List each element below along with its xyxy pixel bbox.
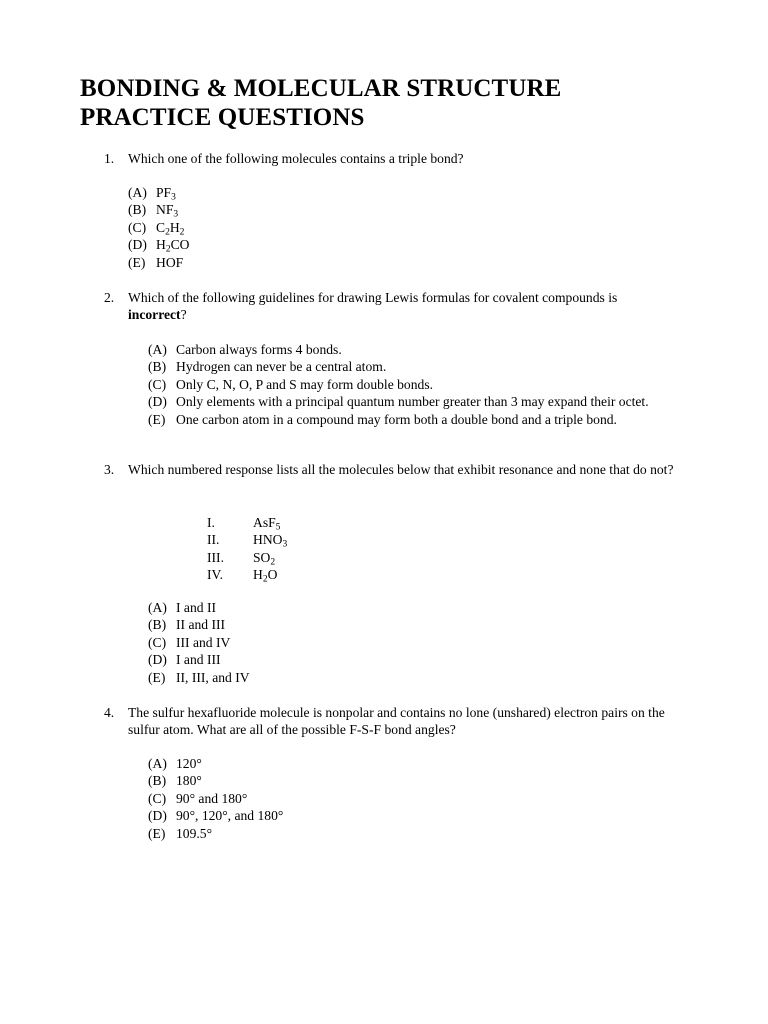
option-a: (A) 120° [148, 756, 202, 771]
question-stem: The sulfur hexafluoride molecule is nonpolar and contains no lone (unshared) electron pairs on the sulfur atom. What are all of the possible F-S-F bond angles? [128, 705, 665, 738]
option-b: (B) 180° [148, 773, 202, 789]
question-stem: Which of the following guidelines for drawing Lewis formulas for covalent compounds is incorrect? [128, 290, 618, 323]
option-text: $C_2H_2$ [156, 219, 185, 238]
option-text: $NF_3$ [156, 202, 179, 220]
list-item: IV. $H_2O$ [207, 567, 278, 585]
option-d: (D) 90°, 120°, and 180° [148, 808, 284, 824]
question-number: 2. [104, 290, 115, 305]
option-letter: (B) [128, 202, 147, 218]
emphasis-text: incorrect [128, 307, 181, 323]
option-d: (D) I and III [148, 652, 221, 668]
molecule-list [207, 514, 287, 584]
option-e [128, 254, 189, 271]
list-item: II. $HNO_3$ [207, 532, 288, 550]
option-c: (C) Only C, N, O, P and S may form double bonds. [148, 376, 434, 392]
question-2-options [148, 341, 688, 428]
page-title [80, 74, 561, 132]
title-line-2: PRACTICE QUESTIONS [80, 104, 365, 131]
option-e: (E) One carbon atom in a compound may form both a double bond and a triple bond. [148, 411, 617, 427]
option-text: $H_2CO$ [156, 237, 190, 255]
option-c: (C) III and IV [148, 634, 231, 650]
option-b [128, 201, 189, 218]
option-text: $PF_3$ [156, 185, 176, 203]
option-d: (D) Only elements with a principal quantum number greater than 3 may expand their octet. [148, 394, 649, 410]
question-number: 4. [104, 705, 115, 720]
title-line-1: BONDING & MOLECULAR STRUCTURE [80, 75, 562, 102]
question-stem: Which numbered response lists all the molecules below that exhibit resonance and none that do not? [128, 462, 674, 477]
option-e: (E) II, III, and IV [148, 669, 250, 685]
question-number: 3. [104, 462, 115, 477]
question-number: 1. [104, 151, 115, 166]
option-letter: (D) [128, 237, 147, 253]
option-a [128, 184, 189, 201]
option-a: (A) I and II [148, 600, 217, 615]
option-b: (B) Hydrogen can never be a central atom. [148, 359, 387, 375]
option-e: (E) 109.5° [148, 825, 213, 841]
question-stem: Which one of the following molecules contains a triple bond? [128, 151, 464, 166]
option-d [128, 236, 189, 253]
list-item: III. $SO_2$ [207, 549, 276, 568]
question-4-options [148, 755, 283, 842]
list-item: I. AsF$_5$ [207, 515, 281, 533]
option-letter: (C) [128, 219, 147, 235]
option-b: (B) II and III [148, 617, 226, 633]
question-3-options [148, 599, 250, 686]
option-c [128, 219, 189, 236]
question-1-options [128, 184, 189, 271]
option-letter: (A) [128, 185, 147, 200]
option-a: (A) Carbon always forms 4 bonds. [148, 342, 342, 357]
option-c: (C) 90° and 180° [148, 790, 248, 806]
option-letter: (E) [128, 254, 146, 270]
option-text: HOF [156, 254, 184, 270]
